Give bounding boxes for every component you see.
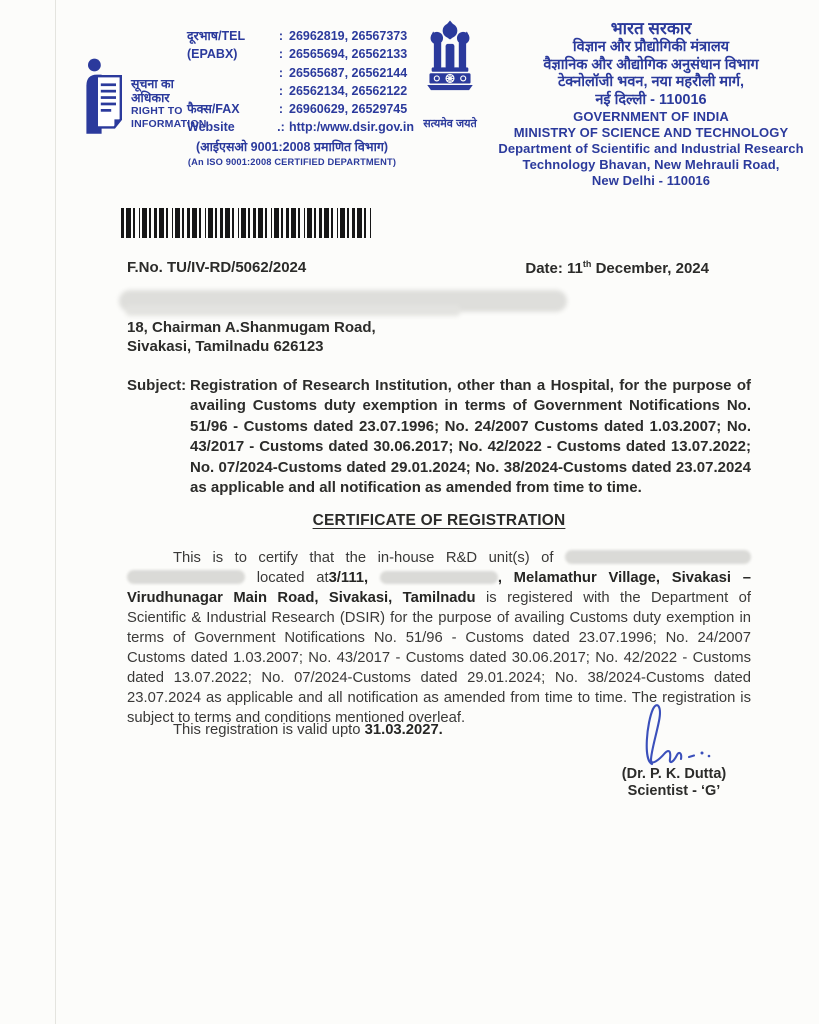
- header-department: Department of Scientific and Industrial Research: [498, 141, 804, 156]
- date-ordinal: th: [582, 259, 592, 269]
- subject-label: Subject:: [127, 377, 187, 394]
- header-hindi-ministry: विज्ञान और प्रौद्योगिकी मंत्रालय: [572, 39, 730, 55]
- signatory-name: (Dr. P. K. Dutta): [621, 766, 727, 782]
- body-text: is registered with the Department of Scientific & Industrial Research (DSIR) for the purpose of availing Customs duty exemption in terms of Government Notifications No. 51/96 - Customs dated 23.07.1996; No. 24/2007 Customs dated 1.03.2007; No. 43/2017 - Customs dated 30.06.2017; No. 42/2022 - Customs dated 13.07.2022; No. 07/2024-Customs dated 29.01.2024; No. 38/2024-Customs dated 23.07.2024 as applicable and all notification as amended from time to time. The registration is subject to terms and conditions mentioned overleaf.: [127, 590, 751, 726]
- contact-label: फैक्स/FAX: [187, 102, 240, 117]
- contact-label: (EPABX): [187, 47, 238, 62]
- address-line: Sivakasi, Tamilnadu 626123: [127, 337, 324, 355]
- iso-certification-english: (An ISO 9001:2008 CERTIFIED DEPARTMENT): [187, 157, 397, 167]
- iso-certification: [184, 139, 400, 169]
- website-url: http:/www.dsir.gov.in: [289, 120, 414, 135]
- header-street: Technology Bhavan, New Mehrauli Road,: [522, 157, 780, 172]
- iso-certification-hindi: (आईएसओ 9001:2008 प्रमाणित विभाग): [195, 140, 389, 154]
- redaction-inline-street: [380, 571, 498, 584]
- contact-separator: :: [278, 47, 284, 62]
- body-text: located at: [256, 570, 329, 586]
- address-block: [127, 319, 376, 356]
- contact-separator: :: [278, 102, 284, 117]
- body-text-bold: 3/111,: [328, 570, 380, 586]
- validity-text: This registration is valid upto: [173, 722, 365, 738]
- contact-label: [187, 64, 273, 82]
- header-govt-of-india: GOVERNMENT OF INDIA: [573, 109, 729, 124]
- contact-row: [187, 27, 414, 45]
- header-ministry: MINISTRY OF SCIENCE AND TECHNOLOGY: [513, 125, 789, 140]
- signatory-designation: Scientist - ‘G’: [627, 783, 721, 799]
- rti-english-label: INFORMATION: [131, 118, 207, 130]
- body-text: This is to certify that the in-house R&D unit(s) of: [173, 550, 565, 566]
- header-hindi-department: वैज्ञानिक और औद्योगिक अनुसंधान विभाग: [543, 56, 759, 73]
- redaction-inline-company-name: [565, 550, 751, 564]
- header-hindi-govt-of-india: भारत सरकार: [610, 19, 692, 38]
- signature-ink-icon: [619, 700, 729, 772]
- address-line: 18, Chairman A.Shanmugam Road,: [127, 319, 376, 336]
- contact-row: [187, 45, 414, 63]
- national-emblem: [406, 15, 494, 131]
- date-text: December, 2024: [591, 260, 709, 277]
- certificate-title-wrap: [127, 512, 751, 530]
- reference-row: [127, 259, 751, 277]
- header-city: New Delhi - 110016: [591, 173, 711, 188]
- emblem-motto: सत्यमेव जयते: [423, 118, 477, 130]
- contact-block: [187, 27, 414, 137]
- contact-separator: .:: [277, 120, 285, 135]
- contact-label: [187, 82, 273, 100]
- redaction-inline-company-name: [127, 570, 245, 584]
- header-hindi-city: नई दिल्ली - 110016: [595, 91, 707, 108]
- file-number: F.No. TU/IV-RD/5062/2024: [127, 259, 307, 276]
- header-hindi-address: टेक्नोलॉजी भवन, नया महरौली मार्ग,: [557, 74, 745, 90]
- contact-value: 26960629, 26529745: [289, 102, 408, 117]
- rti-hindi-label: सूचना का: [131, 77, 174, 91]
- contact-separator: :: [278, 29, 284, 43]
- contact-row: [187, 100, 414, 118]
- subject-text: Registration of Research Institution, other than a Hospital, for the purpose of availing Customs duty exemption in terms of Government Notifications No. 51/96 - Customs dated 23.07.1996; No. 24/2007 Customs dated 1.03.2007; No. 43/2017 - Customs dated 30.06.2017; No. 42/2022 - Customs dated 13.07.2022; No. 07/2024-Customs dated 29.01.2024; No. 38/2024-Customs dated 23.07.2024 as applicable and all notification as amended from time to time.: [190, 377, 751, 497]
- contact-label: Website: [187, 120, 235, 135]
- rti-hindi-label: अधिकार: [131, 91, 170, 105]
- date-text: Date: 11: [525, 260, 583, 277]
- contact-separator: :: [278, 65, 284, 80]
- scan-artifact-line: [55, 0, 56, 1024]
- contact-label: दूरभाष/TEL: [187, 29, 246, 43]
- contact-row: [187, 82, 414, 100]
- body-text-bold: , Melamathur Village, Sivakasi – Virudhunagar Main Road, Sivakasi, Tamilnadu: [127, 570, 751, 606]
- signature-block: [596, 700, 752, 800]
- contact-row: [187, 118, 414, 136]
- contact-value: 26565694, 26562133: [289, 47, 408, 62]
- contact-row: [187, 64, 414, 82]
- contact-value: 26962819, 26567373: [289, 29, 408, 43]
- redaction-smudge-addressee: [119, 290, 567, 312]
- barcode: [121, 208, 371, 238]
- subject-block: [127, 376, 751, 498]
- ashoka-emblem-icon: [417, 15, 483, 111]
- contact-value: 26565687, 26562144: [289, 65, 408, 80]
- certificate-title: CERTIFICATE OF REGISTRATION: [312, 512, 566, 529]
- government-header: [487, 19, 815, 189]
- validity-date: 31.03.2027.: [364, 722, 443, 738]
- rti-person-document-icon: [84, 57, 124, 137]
- contact-value: 26562134, 26562122: [289, 83, 408, 98]
- contact-separator: :: [278, 83, 284, 98]
- rti-english-label: RIGHT TO: [131, 105, 183, 117]
- date: [525, 259, 709, 277]
